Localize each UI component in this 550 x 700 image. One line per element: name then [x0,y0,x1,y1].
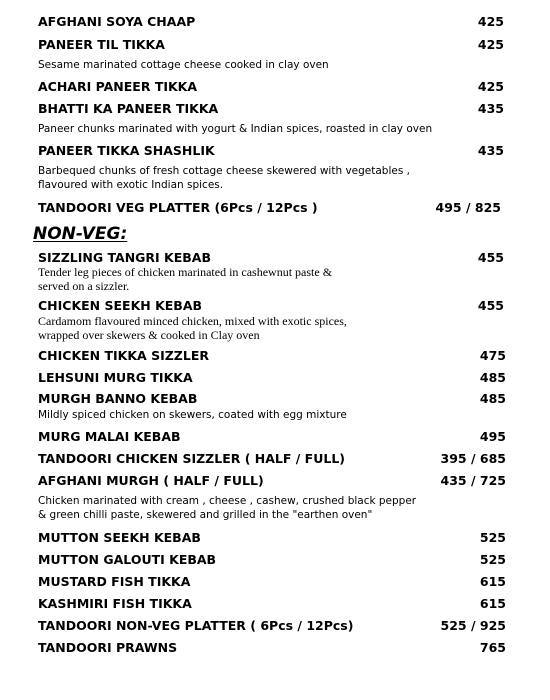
menu-item-name: MURGH BANNO KEBAB [38,391,198,406]
menu-item-price: 485 [479,391,506,406]
menu-item-name: TANDOORI CHICKEN SIZZLER ( HALF / FULL) [38,451,346,466]
menu-item-price: 455 [477,298,504,313]
menu-item-price: 525 / 925 [440,618,506,633]
menu-item-name: PANEER TIL TIKKA [38,37,165,52]
menu-item-name: MUTTON GALOUTI KEBAB [38,552,217,567]
menu-item-name: AFGHANI SOYA CHAAP [38,14,196,29]
menu-item-price: 525 [479,552,506,567]
menu-item-price: 435 [477,143,504,158]
menu-item-price: 765 [479,640,506,655]
menu-item-price: 435 / 725 [440,473,506,488]
menu-item-price: 615 [479,596,506,611]
menu-item-description: Chicken marinated with cream , cheese , cashew, crushed black pepper [38,495,417,507]
menu-item-name: TANDOORI NON-VEG PLATTER ( 6Pcs / 12Pcs) [38,618,354,633]
menu-item-price: 495 [479,429,506,444]
menu-item-name: PANEER TIKKA SHASHLIK [38,143,215,158]
menu-item-description: Mildly spiced chicken on skewers, coated with egg mixture [38,409,347,421]
menu-item-price: 435 [477,101,504,116]
menu-item-description: Tender leg pieces of chicken marinated in cashewnut paste & [38,265,333,279]
menu-item-name: ACHARI PANEER TIKKA [38,79,198,94]
menu-item-description: served on a sizzler. [38,279,130,293]
menu-item-price: 495 / 825 [435,200,501,215]
menu-item-name: AFGHANI MURGH ( HALF / FULL) [38,473,264,488]
menu-item-price: 395 / 685 [440,451,506,466]
menu-item-description: Paneer chunks marinated with yogurt & Indian spices, roasted in clay oven [38,123,433,135]
menu-item-price: 425 [477,79,504,94]
menu-item-description: & green chilli paste, skewered and grilled in the "earthen oven" [38,509,373,521]
menu-item-description: Sesame marinated cottage cheese cooked in clay oven [38,59,329,71]
menu-item-price: 615 [479,574,506,589]
menu-item-description: Cardamom flavoured minced chicken, mixed with exotic spices, [38,314,347,328]
menu-item-price: 485 [479,370,506,385]
menu-item-price: 425 [477,37,504,52]
menu-item-price: 455 [477,250,504,265]
menu-item-description: Barbequed chunks of fresh cottage cheese skewered with vegetables , [38,165,410,177]
menu-item-name: SIZZLING TANGRI KEBAB [38,250,212,265]
menu-item-price: 475 [479,348,506,363]
menu-item-name: CHICKEN TIKKA SIZZLER [38,348,209,363]
menu-item-name: LEHSUNI MURG TIKKA [38,370,193,385]
menu-item-name: TANDOORI PRAWNS [38,640,178,655]
menu-item-name: CHICKEN SEEKH KEBAB [38,298,203,313]
menu-item-name: KASHMIRI FISH TIKKA [38,596,192,611]
menu-item-price: 425 [477,14,504,29]
menu-item-name: MUSTARD FISH TIKKA [38,574,191,589]
menu-item-name: MUTTON SEEKH KEBAB [38,530,201,545]
section-title-non-veg: NON-VEG: [33,224,128,244]
menu-item-description: flavoured with exotic Indian spices. [38,179,224,191]
menu-item-description: wrapped over skewers & cooked in Clay oven [38,328,260,342]
menu-item-name: TANDOORI VEG PLATTER (6Pcs / 12Pcs ) [38,200,318,215]
menu-item-price: 525 [479,530,506,545]
menu-item-name: MURG MALAI KEBAB [38,429,181,444]
menu-item-name: BHATTI KA PANEER TIKKA [38,101,219,116]
